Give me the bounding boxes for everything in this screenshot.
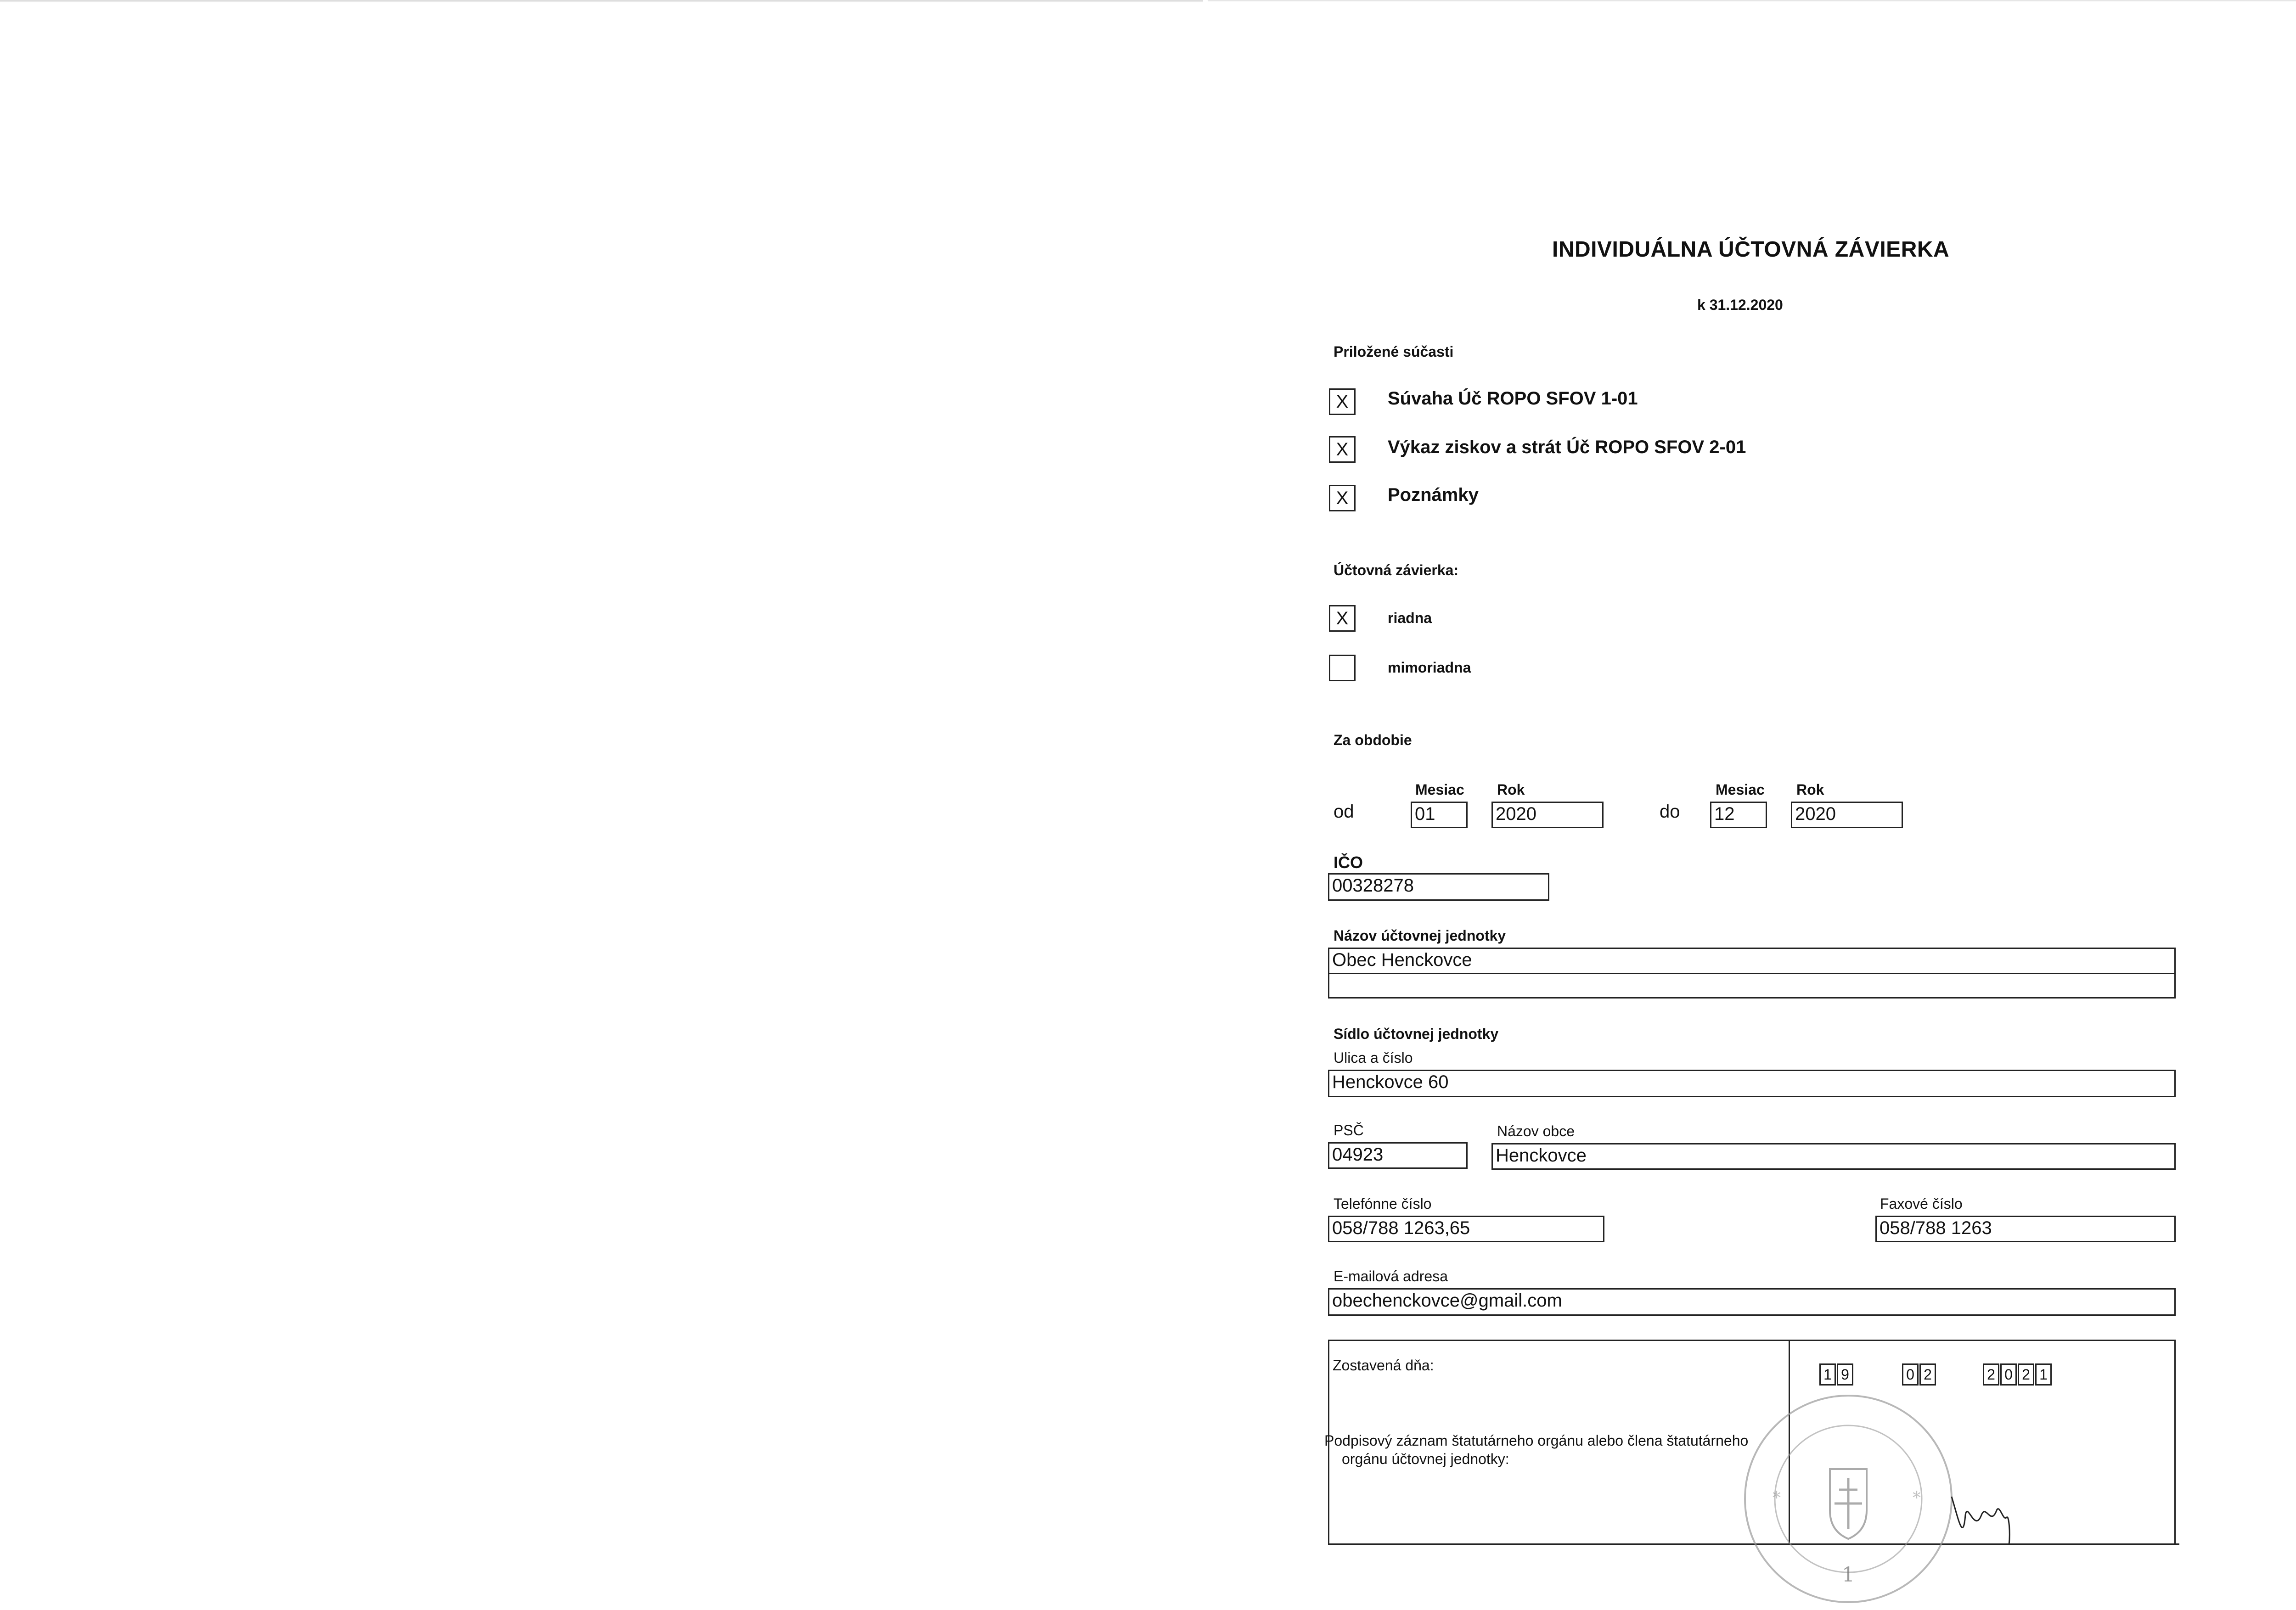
entity-name-field-2[interactable]	[1328, 973, 2176, 999]
checkbox-vykaz[interactable]: X	[1329, 436, 1356, 463]
ico-field[interactable]: 00328278	[1328, 873, 1549, 901]
to-label: do	[1660, 802, 1680, 822]
email-label: E-mailová adresa	[1334, 1268, 1448, 1285]
signature-label-line2: orgánu účtovnej jednotky:	[1342, 1451, 1509, 1467]
psc-field[interactable]: 04923	[1328, 1142, 1468, 1169]
city-field[interactable]: Henckovce	[1491, 1143, 2176, 1170]
street-field[interactable]: Henckovce 60	[1328, 1070, 2176, 1097]
label-riadna: riadna	[1388, 610, 1432, 626]
phone-field[interactable]: 058/788 1263,65	[1328, 1216, 1604, 1242]
email-field[interactable]: obechenckovce@gmail.com	[1328, 1288, 2176, 1316]
compiled-label: Zostavená dňa:	[1333, 1357, 1434, 1374]
to-year-label: Rok	[1796, 781, 1824, 798]
from-month-label: Mesiac	[1415, 781, 1464, 798]
from-year-label: Rok	[1497, 781, 1525, 798]
to-month-field[interactable]: 12	[1710, 802, 1767, 828]
compiled-year-digit[interactable]: 0	[2000, 1363, 2017, 1386]
document-date: k 31.12.2020	[1697, 297, 1783, 313]
scan-edge-right	[1208, 0, 2296, 1]
checkbox-poznamky[interactable]: X	[1329, 485, 1356, 511]
compiled-day-digit[interactable]: 9	[1837, 1363, 1853, 1386]
checkbox-mimoriadna[interactable]	[1329, 655, 1356, 681]
label-poznamky: Poznámky	[1388, 485, 1479, 505]
city-label: Názov obce	[1497, 1123, 1575, 1139]
fax-label: Faxové číslo	[1880, 1195, 1963, 1212]
checkbox-riadna[interactable]: X	[1329, 605, 1356, 632]
from-month-field[interactable]: 01	[1411, 802, 1468, 828]
checkbox-suvaha[interactable]: X	[1329, 388, 1356, 415]
compiled-day-digit[interactable]: 1	[1819, 1363, 1836, 1386]
to-year-field[interactable]: 2020	[1791, 802, 1903, 828]
scan-edge-left	[0, 0, 1203, 2]
compiled-month-digit[interactable]: 2	[1919, 1363, 1936, 1386]
compiled-year-digit[interactable]: 2	[1983, 1363, 1999, 1386]
label-mimoriadna: mimoriadna	[1388, 659, 1471, 676]
compiled-month-digit[interactable]: 0	[1902, 1363, 1919, 1386]
from-year-field[interactable]: 2020	[1491, 802, 1604, 828]
svg-text:1: 1	[1842, 1563, 1855, 1587]
period-heading: Za obdobie	[1334, 732, 1412, 748]
entity-name-field-1[interactable]: Obec Henckovce	[1328, 948, 2176, 974]
fax-field[interactable]: 058/788 1263	[1875, 1216, 2176, 1242]
to-month-label: Mesiac	[1716, 781, 1765, 798]
phone-label: Telefónne číslo	[1334, 1195, 1432, 1212]
svg-text:*: *	[1773, 1489, 1781, 1508]
document-title: INDIVIDUÁLNA ÚČTOVNÁ ZÁVIERKA	[1552, 237, 1950, 262]
compiled-year-digit[interactable]: 2	[2018, 1363, 2034, 1386]
from-label: od	[1334, 802, 1354, 822]
signature-label-line1: Podpisový záznam štatutárneho orgánu alebo člena štatutárneho	[1324, 1432, 1749, 1449]
attachments-heading: Priložené súčasti	[1334, 343, 1454, 360]
compiled-year-digit[interactable]: 1	[2035, 1363, 2052, 1386]
ico-label: IČO	[1334, 853, 1363, 872]
official-stamp-icon	[1740, 1391, 1956, 1607]
label-suvaha: Súvaha Úč ROPO SFOV 1-01	[1388, 388, 1638, 409]
street-label: Ulica a číslo	[1334, 1049, 1413, 1066]
handwritten-signature	[1947, 1483, 2020, 1547]
seat-heading: Sídlo účtovnej jednotky	[1334, 1026, 1499, 1042]
svg-text:*: *	[1913, 1489, 1921, 1508]
closing-type-heading: Účtovná závierka:	[1334, 562, 1459, 578]
entity-name-label: Názov účtovnej jednotky	[1334, 927, 1506, 944]
psc-label: PSČ	[1334, 1122, 1364, 1139]
label-vykaz: Výkaz ziskov a strát Úč ROPO SFOV 2-01	[1388, 437, 1746, 457]
